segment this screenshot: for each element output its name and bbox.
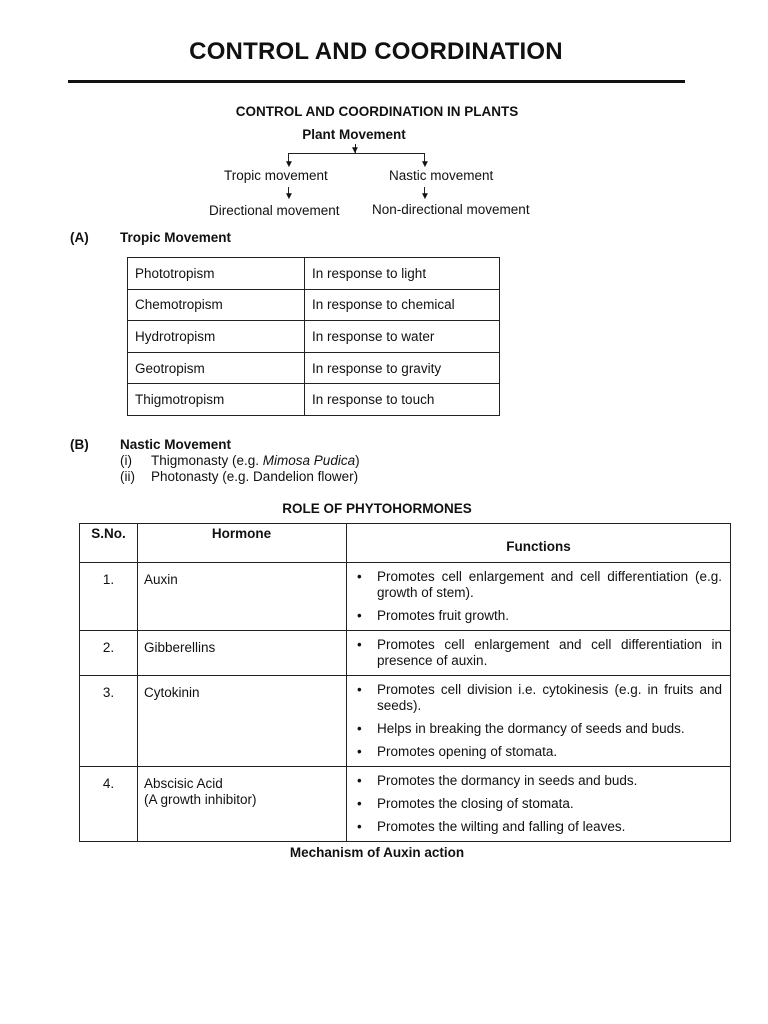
tropism-type: Chemotropism (128, 289, 305, 321)
table-row (128, 384, 500, 416)
flow-right-leaf-arrow-icon: ▼ (420, 191, 430, 202)
flow-root-arrow-icon: ▼ (350, 145, 360, 156)
column-header-sno: S.No. (80, 524, 138, 563)
section-subheading: CONTROL AND COORDINATION IN PLANTS (235, 104, 519, 119)
table-header-row (80, 524, 731, 563)
cell-hormone (138, 631, 347, 676)
hormone-name: Abscisic Acid (144, 776, 223, 791)
list-item-number: (ii) (120, 469, 135, 484)
list-item-text-end: ) (355, 453, 360, 468)
tropic-movement-table (127, 257, 500, 416)
phytohormones-heading: ROLE OF PHYTOHORMONES (282, 501, 472, 516)
table-row (128, 258, 500, 290)
table-row (80, 563, 731, 631)
function-item: • Promotes cell enlargement and cell differentiation in presence of auxin. (355, 637, 722, 669)
phytohormone-table (79, 523, 731, 842)
cell-sno: 3. (80, 676, 138, 767)
cell-functions (347, 631, 731, 676)
cell-sno: 2. (80, 631, 138, 676)
tropism-type: Hydrotropism (128, 321, 305, 353)
cell-functions (347, 563, 731, 631)
column-header-hormone: Hormone (138, 524, 347, 563)
function-item: • Promotes the dormancy in seeds and buds. (355, 773, 722, 789)
hormone-name: Gibberellins (144, 640, 216, 655)
tropism-type: Phototropism (128, 258, 305, 290)
table-row (80, 631, 731, 676)
flow-left-branch-label: Tropic movement (224, 168, 328, 183)
section-b-letter: (B) (70, 437, 89, 452)
tropism-type: Geotropism (128, 352, 305, 384)
flow-right-arrow-icon: ▼ (420, 159, 430, 170)
list-item-text: Photonasty (e.g. Dandelion flower) (151, 469, 359, 484)
tropism-response: In response to light (305, 258, 500, 290)
list-item-text: Thigmonasty (e.g. (151, 453, 263, 468)
cell-hormone (138, 676, 347, 767)
function-item: • Promotes the closing of stomata. (355, 796, 722, 812)
function-item: • Promotes opening of stomata. (355, 744, 722, 760)
section-a-title: Tropic Movement (120, 230, 232, 245)
hormone-name: Cytokinin (144, 685, 200, 700)
tropism-response: In response to water (305, 321, 500, 353)
list-item-number: (i) (120, 453, 132, 468)
cell-hormone (138, 767, 347, 842)
section-a-letter: (A) (70, 230, 89, 245)
tropism-type: Thigmotropism (128, 384, 305, 416)
function-item: • Promotes cell division i.e. cytokinesis (e.g. in fruits and seeds). (355, 682, 722, 714)
flow-left-leaf-arrow-icon: ▼ (284, 191, 294, 202)
section-b-title: Nastic Movement (120, 437, 232, 452)
table-row (80, 676, 731, 767)
cell-hormone (138, 563, 347, 631)
list-item (120, 453, 360, 468)
function-item: • Promotes cell enlargement and cell differentiation (e.g. growth of stem). (355, 569, 722, 601)
column-header-functions: Functions (347, 524, 731, 563)
title-underline (68, 80, 685, 83)
tropism-response: In response to chemical (305, 289, 500, 321)
hormone-note: (A growth inhibitor) (144, 792, 257, 807)
function-item: • Promotes the wilting and falling of leaves. (355, 819, 722, 835)
cell-sno: 1. (80, 563, 138, 631)
mechanism-heading: Mechanism of Auxin action (289, 845, 465, 860)
cell-functions (347, 676, 731, 767)
list-item (120, 469, 358, 484)
flow-right-leaf-label: Non-directional movement (372, 202, 530, 217)
hormone-name: Auxin (144, 572, 178, 587)
tropism-response: In response to gravity (305, 352, 500, 384)
tropism-response: In response to touch (305, 384, 500, 416)
flow-root-label: Plant Movement (302, 127, 406, 142)
table-row (128, 352, 500, 384)
table-row (128, 289, 500, 321)
flow-right-branch-label: Nastic movement (389, 168, 494, 183)
flow-left-arrow-icon: ▼ (284, 159, 294, 170)
table-row (128, 321, 500, 353)
flow-left-leaf-label: Directional movement (209, 203, 340, 218)
list-item-italic: Mimosa Pudica (262, 453, 356, 468)
table-row (80, 767, 731, 842)
function-item: • Helps in breaking the dormancy of seeds and buds. (355, 721, 722, 737)
page-title: CONTROL AND COORDINATION (189, 38, 563, 65)
cell-sno: 4. (80, 767, 138, 842)
cell-functions (347, 767, 731, 842)
function-item: • Promotes fruit growth. (355, 608, 722, 624)
